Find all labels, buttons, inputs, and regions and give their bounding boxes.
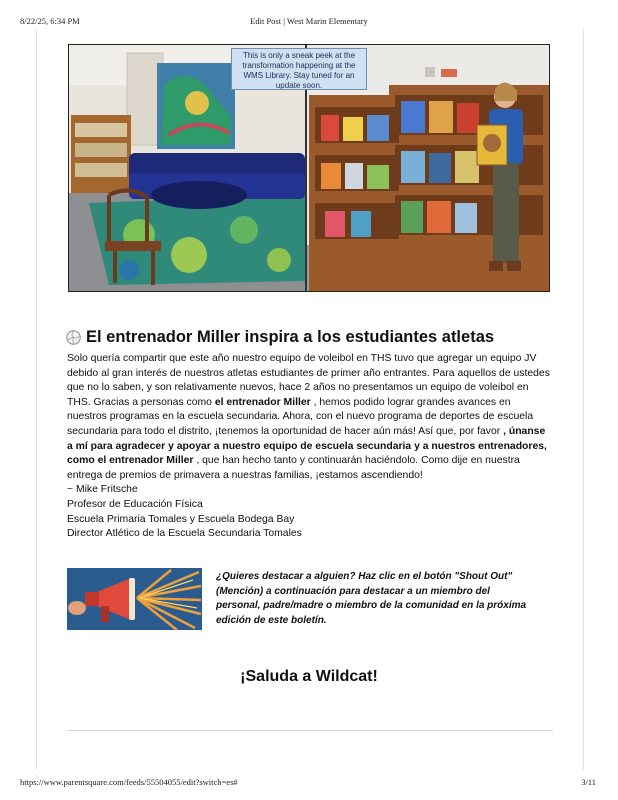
article-bold-appeal: , únanse a mí para agradecer y apoyar a nuestro equipo de escuela secundaria y a nuestros entrenadores, como el entrenador Miller <box>67 425 547 467</box>
article-text-1: Solo quería compartir que este año nuestro equipo de voleibol en THS tuvo que agregar un equipo JV debido al gran interés de nuestros atletas estudiantes de primer año entrantes. Para aquellos de ustedes que no lo saben, y son relativamente nuevos, hace 2 años no presentamos un equipo de voleibol en THS. Gracias a personas como <box>67 353 550 408</box>
signature-line: Escuela Primaria Tomales y Escuela Bodega Bay <box>67 513 295 525</box>
article-heading <box>66 326 494 348</box>
print-page-number: 3/11 <box>581 777 596 787</box>
print-url: https://www.parentsquare.com/feeds/55504055/edit?switch=es# <box>20 777 238 787</box>
article-title: El entrenador Miller inspira a los estudiantes atletas <box>86 327 495 346</box>
left-margin-line <box>36 28 37 770</box>
print-date: 8/22/25, 6:34 PM <box>20 16 80 26</box>
article-text-2: , hemos podido lograr grandes avances en nuestros programas en la escuela secundaria. Ahora, con el nuevo programa de deportes de escuela secundaria para todo el distrito, ¡tenemos la oportunidad de hacer aún más! Así que, por favor <box>67 396 534 437</box>
section-divider <box>67 730 553 731</box>
volleyball-icon <box>66 330 81 345</box>
article-body <box>67 352 553 542</box>
article-paragraph <box>67 352 553 483</box>
wildcat-heading: ¡Saluda a Wildcat! <box>240 668 378 685</box>
article-bold-coach: el entrenador Miller <box>214 396 311 408</box>
shout-out-image <box>67 568 202 630</box>
print-title: Edit Post | West Marin Elementary <box>250 16 368 26</box>
photo-caption: This is only a sneak peek at the transformation happening at the WMS Library. Stay tuned for an update soon. <box>231 48 367 90</box>
shout-out-text: ¿Quieres destacar a alguien? Haz clic en el botón "Shout Out" (Mención) a continuación para destacar a un miembro del personal, padre/madre o miembro de la comunidad en la próxima edición de este boletín. <box>216 571 527 626</box>
megaphone-icon <box>67 568 202 630</box>
right-margin-line <box>583 28 584 770</box>
signature-line: ~ Mike Fritsche <box>67 484 138 496</box>
signature-line: Profesor de Educación Física <box>67 498 203 510</box>
signature-line: Director Atlético de la Escuela Secundaria Tomales <box>67 528 302 540</box>
article-text-3: , que han hecho tanto y continuarán haciéndolo. Como dije en nuestra entrega de premios de primavera a nuestras familias, ¡estamos ascendiendo! <box>67 455 520 481</box>
